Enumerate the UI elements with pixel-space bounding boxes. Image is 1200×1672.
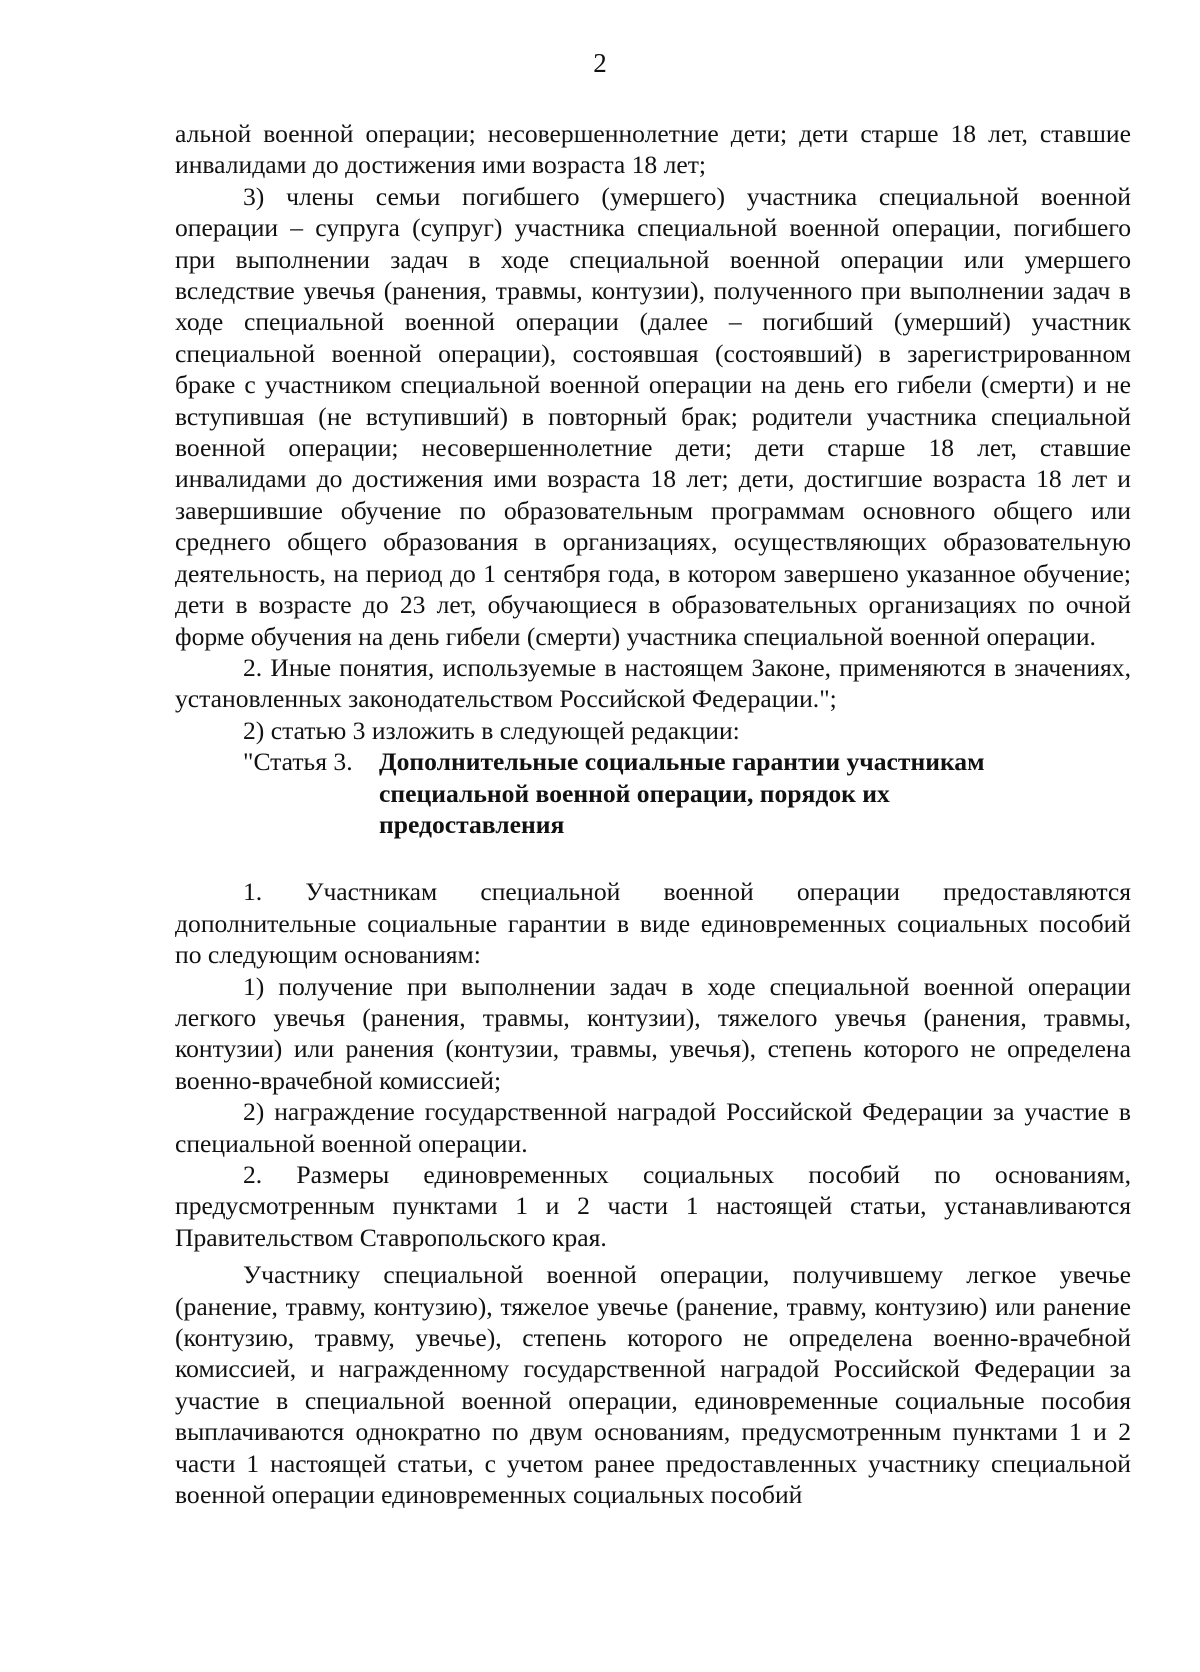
paragraph-ground-2: 2) награждение государственной наградой Российской Федерации за участие в специальной военной операции.	[175, 1097, 1131, 1158]
paragraph-article-part-1: 1. Участникам специальной военной операции предоставляются дополнительные социальные гарантии в виде единовременных социальных пособий по следующим основаниям:	[175, 877, 1131, 970]
paragraph-continuation: альной военной операции; несовершеннолетние дети; дети старше 18 лет, ставшие инвалидами до достижения ими возраста 18 лет;	[175, 119, 1131, 180]
paragraph-ground-1: 1) получение при выполнении задач в ходе специальной военной операции легкого увечья (ранения, травмы, контузии), тяжелого увечья (ранения, травмы, контузии) или ранения (контузии, травмы, увечья), степень которого не определена военно-врачебной комиссией;	[175, 971, 1131, 1095]
paragraph-family-members: 3) члены семьи погибшего (умершего) участника специальной военной операции – супруга (супруг) участника специальной военной операции, погибшего при выполнении задач в ходе специальной военной операции или умершего вследствие увечья (ранения, травмы, контузии), полученного при выполнении задач в ходе специальной военной операции (далее – погибший (умерший) участник специальной военной операции), состоявшая (состоявший) в зарегистрированном браке с участником специальной военной операции на день его гибели (смерти) и не вступившая (не вступивший) в повторный брак; родители участника специальной военной операции; несовершеннолетние дети; дети старше 18 лет, ставшие инвалидами до достижения ими возраста 18 лет; дети, достигшие возраста 18 лет и завершившие обучение по образовательным программам основного общего или среднего общего образования в организациях, осуществляющих образовательную деятельность, на период до 1 сентября года, в котором завершено указанное обучение; дети в возрасте до 23 лет, обучающиеся в образовательных организациях по очной форме обучения на день гибели (смерти) участника специальной военной операции.	[175, 181, 1131, 651]
paragraph-article-3-amendment: 2) статью 3 изложить в следующей редакции:	[243, 715, 740, 745]
heading-spacer	[175, 840, 1131, 876]
article-heading	[243, 746, 1131, 840]
page-number: 2	[593, 48, 607, 78]
paragraph-article-part-2: 2. Размеры единовременных социальных пособий по основаниям, предусмотренным пунктами 1 и 2 части 1 настоящей статьи, устанавливаются Правительством Ставропольского края.	[175, 1160, 1131, 1252]
article-label: "Статья 3.	[243, 747, 353, 777]
paragraph-other-terms: 2. Иные понятия, используемые в настоящем Законе, применяются в значениях, установленных законодательством Российской Федерации.";	[175, 652, 1131, 714]
document-body	[175, 118, 1131, 1510]
paragraph-double-grounds: Участнику специальной военной операции, получившему легкое увечье (ранение, травму, контузию), тяжелое увечье (ранение, травму, контузию) или ранение (контузию, травму, увечье), степень которого не определена военно-врачебной комиссией, и награжденному государственной наградой Российской Федерации за участие в специальной военной операции, единовременные социальные пособия выплачиваются однократно по двум основаниям, предусмотренным пунктами 1 и 2 части 1 настоящей статьи, с учетом ранее предоставленных участнику специальной военной операции единовременных социальных пособий	[175, 1260, 1131, 1510]
article-title: Дополнительные социальные гарантии участникам специальной военной операции, порядок их предоставления	[379, 747, 985, 839]
